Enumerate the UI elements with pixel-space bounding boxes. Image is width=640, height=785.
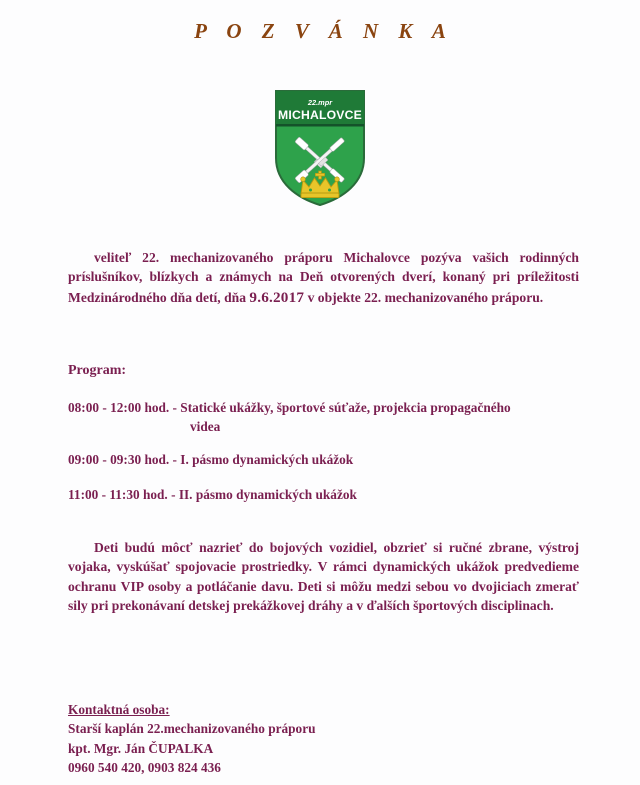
- contact-phones: 0960 540 420, 0903 824 436: [68, 760, 221, 776]
- intro-tail-text: v objekte 22. mechanizovaného práporu.: [304, 289, 544, 305]
- program-heading: Program:: [68, 363, 127, 378]
- program-item-description: II. pásmo dynamických ukážok: [178, 487, 357, 502]
- program-item: [68, 398, 588, 437]
- event-date: 9.6.2017: [249, 288, 305, 306]
- program-item-time: 08:00 - 12:00 hod.: [68, 400, 170, 415]
- intro-lead-text: veliteľ 22. mechanizovaného práporu Michalovce pozýva vašich rodinných príslušníkov, blízkych a známych na Deň otvorených dverí, konaný pri príležitosti Medzinárodného dňa detí, dňa: [68, 250, 579, 305]
- program-item-description: I. pásmo dynamických ukážok: [180, 452, 354, 467]
- invitation-intro-paragraph: [68, 248, 579, 308]
- contact-block: [68, 700, 316, 778]
- program-item-description-continued: videa: [190, 419, 221, 435]
- activities-description-text: Deti budú môcť nazrieť do bojových vozidiel, obzrieť si ručné zbrane, výstroj vojaka, vyskúšať spojovacie prostriedky. V rámci dynamických ukážok predvedieme ochranu VIP osoby a potláčanie davu. Deti si môžu medzi sebou vo dvojiciach zmerať sily pri prekonávaní detskej prekážkovej dráhy a v ďalších športových disciplinach.: [68, 540, 579, 613]
- contact-role: Starší kaplán 22.mechanizovaného práporu: [68, 721, 316, 737]
- program-item: [68, 485, 588, 504]
- page-title: P O Z V Á N K A: [194, 19, 454, 43]
- program-item-dash: -: [169, 452, 181, 467]
- unit-emblem: [273, 88, 367, 208]
- program-item-time: 11:00 - 11:30 hod.: [68, 487, 168, 502]
- program-item-time: 09:00 - 09:30 hod.: [68, 452, 170, 467]
- emblem-unit-abbrev: 22.mpr: [307, 98, 333, 107]
- shield-icon: [273, 88, 367, 208]
- activities-description-paragraph: [68, 538, 579, 615]
- contact-person: kpt. Mgr. Ján ČUPALKA: [68, 740, 214, 756]
- program-item-description: Statické ukážky, športové súťaže, projekcia propagačného: [180, 400, 511, 415]
- program-item-dash: -: [167, 487, 179, 502]
- contact-heading: Kontaktná osoba:: [68, 702, 170, 717]
- program-item: [68, 450, 588, 469]
- program-item-dash: -: [169, 400, 181, 415]
- emblem-unit-city: MICHALOVCE: [278, 108, 362, 122]
